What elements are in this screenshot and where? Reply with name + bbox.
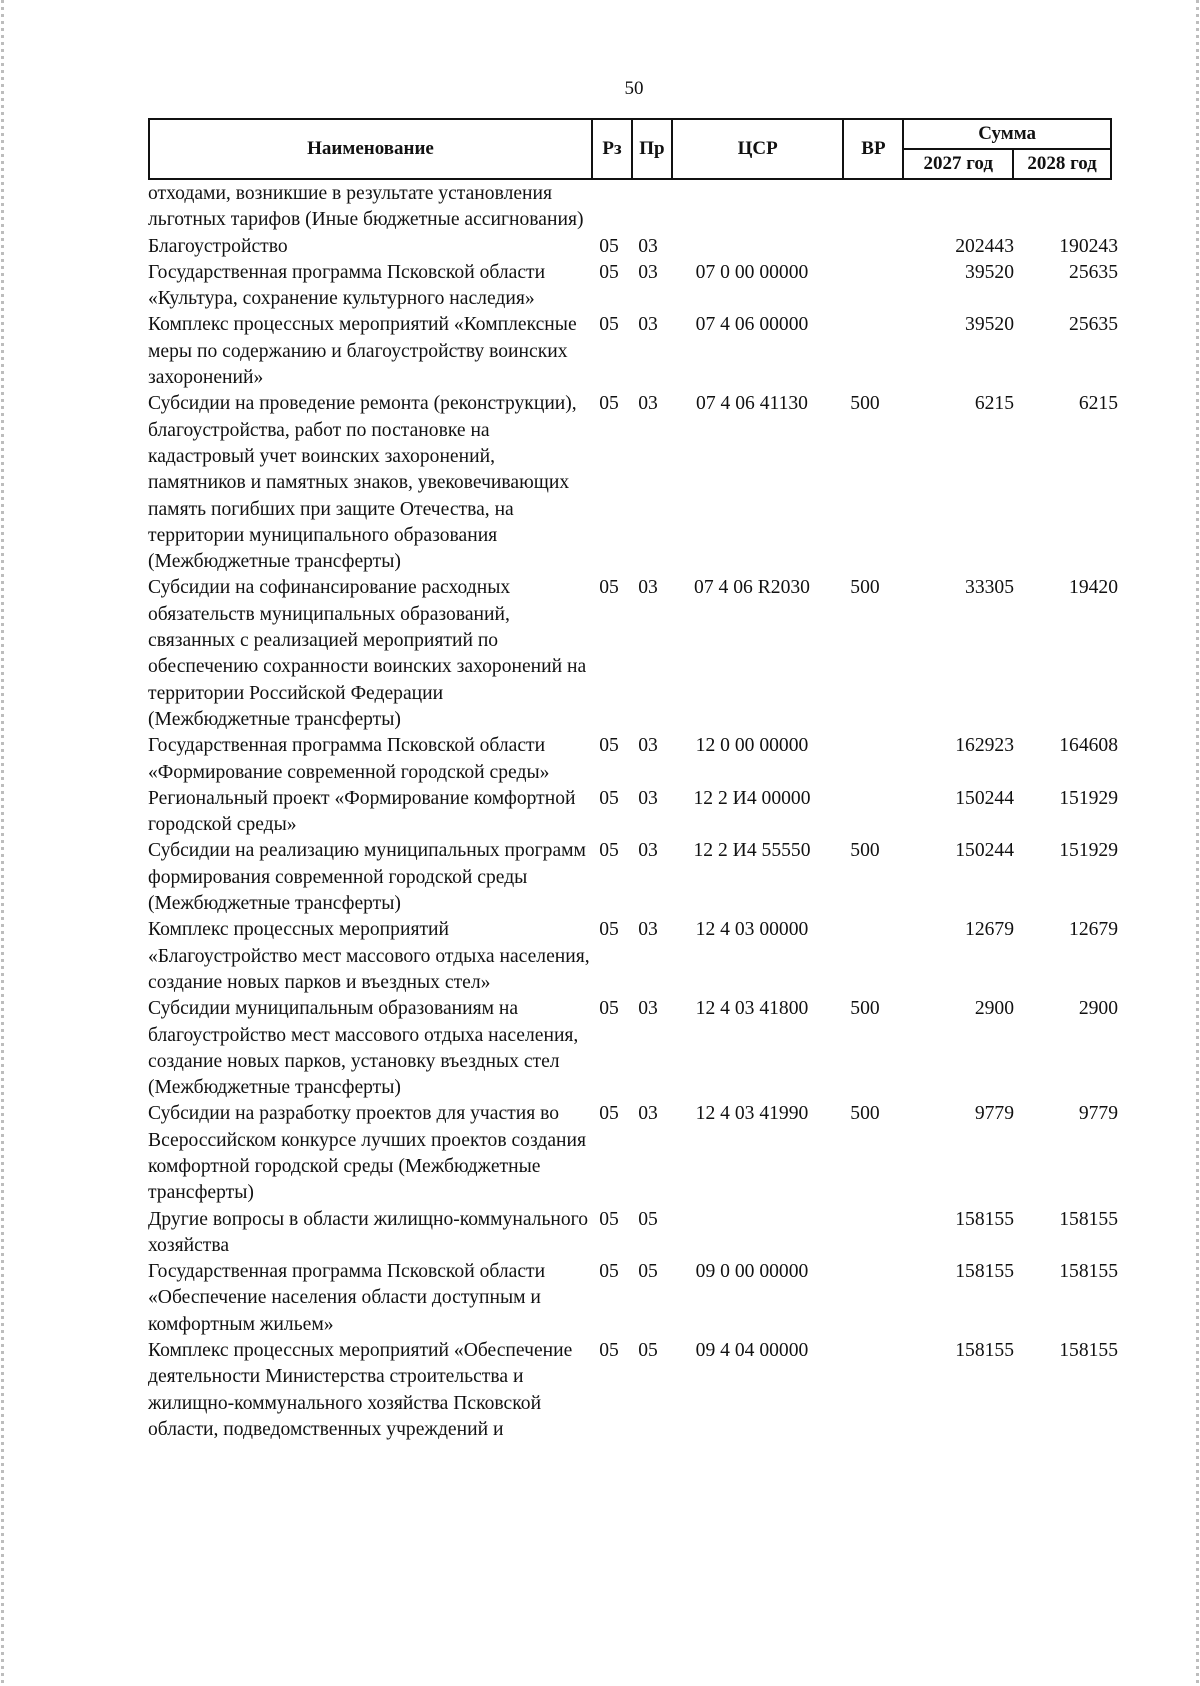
cell-vr [836, 1338, 894, 1443]
cell-name: Государственная программа Псковской области «Культура, сохранение культурного наследия» [148, 261, 546, 310]
cell-rz: 05 [599, 577, 619, 599]
cell-sum-2028: 190243 [1059, 235, 1118, 257]
cell-sum-2028: 158155 [1059, 1208, 1118, 1230]
cell-sum-2028: 12679 [1069, 919, 1118, 941]
cell-sum-2028: 151929 [1059, 840, 1118, 862]
cell-sum-2028 [1014, 181, 1118, 234]
cell-rz: 05 [599, 1261, 619, 1283]
cell-vr: 500 [850, 577, 880, 599]
cell-pr [628, 181, 668, 234]
table-header [148, 118, 1112, 180]
table-row [148, 1259, 1118, 1338]
cell-name: Субсидии на разработку проектов для участия во Всероссийском конкурсе лучших проектов создания комфортной городской среды (Межбюджетные трансферты) [148, 1103, 587, 1204]
page-number: 50 [624, 78, 644, 99]
cell-vr [836, 1259, 894, 1338]
cell-rz: 05 [599, 919, 619, 941]
cell-pr: 03 [638, 787, 658, 809]
cell-vr [836, 786, 894, 839]
cell-sum-2027: 150244 [955, 787, 1014, 809]
cell-csr: 12 2 И4 00000 [693, 787, 811, 809]
table-row [148, 312, 1118, 391]
table-row [148, 838, 1118, 917]
cell-sum-2027: 39520 [965, 261, 1014, 283]
table-row [148, 917, 1118, 996]
cell-rz: 05 [599, 261, 619, 283]
cell-vr [836, 733, 894, 786]
cell-name: отходами, возникшие в результате установления льготных тарифов (Иные бюджетные ассигнования) [148, 183, 584, 231]
header-sum: Сумма [903, 119, 1111, 149]
cell-sum-2027: 158155 [955, 1261, 1014, 1283]
cell-pr: 03 [638, 393, 658, 415]
cell-csr: 12 4 03 41990 [695, 1103, 809, 1125]
cell-name: Государственная программа Псковской области «Обеспечение населения области доступным и комфортным жильем» [148, 1261, 546, 1335]
cell-csr: 07 4 06 00000 [695, 314, 809, 336]
cell-csr: 09 0 00 00000 [695, 1261, 809, 1283]
cell-csr [668, 234, 836, 260]
header-pr: Пр [632, 119, 672, 179]
cell-pr: 03 [638, 314, 658, 336]
table-row [148, 181, 1118, 234]
cell-rz: 05 [599, 1340, 619, 1362]
cell-vr [836, 312, 894, 391]
cell-csr: 12 2 И4 55550 [693, 840, 811, 862]
cell-name: Комплекс процессных мероприятий «Обеспечение деятельности Министерства строительства и жилищно-коммунального хозяйства Псковской области, подведомственных учреждений и [148, 1340, 573, 1440]
cell-csr: 12 4 03 41800 [695, 998, 809, 1020]
cell-pr: 03 [638, 235, 658, 257]
table-body [148, 181, 1118, 1443]
cell-rz: 05 [599, 998, 619, 1020]
cell-sum-2027: 158155 [955, 1340, 1014, 1362]
cell-rz: 05 [599, 314, 619, 336]
table-row [148, 1338, 1118, 1443]
cell-rz: 05 [599, 787, 619, 809]
cell-csr: 07 0 00 00000 [695, 261, 809, 283]
cell-vr [836, 917, 894, 996]
table-row [148, 1207, 1118, 1260]
cell-name: Комплекс процессных мероприятий «Благоустройство мест массового отдыха населения, создание новых парков и въездных стел» [148, 919, 590, 993]
cell-sum-2027: 6215 [974, 393, 1014, 415]
cell-name: Субсидии на реализацию муниципальных программ формирования современной городской среды (Межбюджетные трансферты) [148, 840, 586, 915]
cell-sum-2027 [894, 181, 1014, 234]
cell-sum-2027: 158155 [955, 1208, 1014, 1230]
cell-rz: 05 [599, 1208, 619, 1230]
cell-name: Комплекс процессных мероприятий «Комплексные меры по содержанию и благоустройству воинских захоронений» [148, 314, 577, 389]
cell-pr: 03 [638, 735, 658, 757]
cell-sum-2027: 39520 [965, 314, 1014, 336]
cell-sum-2028: 25635 [1069, 261, 1118, 283]
cell-sum-2027: 12679 [965, 919, 1014, 941]
header-year-1: 2027 год [903, 149, 1013, 179]
cell-pr: 03 [638, 998, 658, 1020]
cell-vr [836, 234, 894, 260]
table-row [148, 391, 1118, 575]
cell-vr: 500 [850, 393, 880, 415]
table-row [148, 786, 1118, 839]
cell-csr: 07 4 06 R2030 [694, 577, 810, 599]
table-row [148, 1101, 1118, 1206]
cell-name: Благоустройство [148, 235, 288, 257]
table-row [148, 234, 1118, 260]
cell-vr: 500 [850, 1103, 880, 1125]
cell-name: Региональный проект «Формирование комфортной городской среды» [148, 787, 576, 836]
cell-rz: 05 [599, 840, 619, 862]
cell-name: Субсидии на софинансирование расходных обязательств муниципальных образований, связанных с реализацией мероприятий по обеспечению сохранности воинских захоронений на территории Российской Федерации (Межбюджетные трансферты) [148, 577, 587, 730]
cell-sum-2028: 2900 [1078, 998, 1118, 1020]
cell-pr: 03 [638, 261, 658, 283]
cell-rz: 05 [599, 735, 619, 757]
cell-csr: 12 4 03 00000 [695, 919, 809, 941]
cell-name: Другие вопросы в области жилищно-коммунального хозяйства [148, 1208, 589, 1256]
cell-sum-2028: 158155 [1059, 1261, 1118, 1283]
cell-name: Субсидии муниципальным образованиям на благоустройство мест массового отдыха населения, создание новых парков, установку въездных стел (Межбюджетные трансферты) [148, 998, 579, 1099]
cell-sum-2028: 19420 [1069, 577, 1118, 599]
cell-rz [590, 181, 628, 234]
cell-sum-2028: 158155 [1059, 1340, 1118, 1362]
cell-csr: 12 0 00 00000 [695, 735, 809, 757]
cell-name: Субсидии на проведение ремонта (реконструкции), благоустройства, работ по постановке на кадастровый учет воинских захоронений, памятников и памятных знаков, увековечивающих память погибших при защите Отечества, на территории муниципального образования (Межбюджетные трансферты) [148, 393, 577, 573]
header-year-2: 2028 год [1013, 149, 1111, 179]
cell-csr [668, 181, 836, 234]
header-rz: Рз [592, 119, 632, 179]
cell-sum-2027: 2900 [974, 998, 1014, 1020]
header-vr: ВР [843, 119, 903, 179]
cell-sum-2027: 9779 [974, 1103, 1014, 1125]
cell-sum-2028: 9779 [1078, 1103, 1118, 1125]
cell-sum-2028: 164608 [1059, 735, 1118, 757]
cell-sum-2027: 150244 [955, 840, 1014, 862]
scan-edge-right [1196, 0, 1199, 1686]
scan-edge-left [1, 0, 4, 1686]
cell-sum-2027: 202443 [955, 235, 1014, 257]
header-csr: ЦСР [672, 119, 844, 179]
cell-sum-2027: 162923 [955, 735, 1014, 757]
cell-rz: 05 [599, 393, 619, 415]
table-row [148, 260, 1118, 313]
table-row [148, 733, 1118, 786]
cell-name: Государственная программа Псковской области «Формирование современной городской среды» [148, 735, 550, 783]
cell-pr: 05 [638, 1208, 658, 1230]
cell-pr: 03 [638, 840, 658, 862]
header-name: Наименование [149, 119, 592, 179]
cell-vr [836, 181, 894, 234]
cell-vr [836, 260, 894, 313]
cell-sum-2028: 6215 [1078, 393, 1118, 415]
cell-rz: 05 [599, 235, 619, 257]
cell-vr [836, 1207, 894, 1260]
cell-pr: 03 [638, 1103, 658, 1125]
cell-csr [668, 1207, 836, 1260]
cell-sum-2027: 33305 [965, 577, 1014, 599]
table-row [148, 996, 1118, 1101]
cell-pr: 03 [638, 577, 658, 599]
cell-csr: 09 4 04 00000 [695, 1340, 809, 1362]
cell-csr: 07 4 06 41130 [696, 393, 808, 415]
table-row [148, 575, 1118, 733]
cell-pr: 05 [638, 1261, 658, 1283]
cell-vr: 500 [850, 840, 880, 862]
cell-pr: 03 [638, 919, 658, 941]
cell-pr: 05 [638, 1340, 658, 1362]
cell-sum-2028: 25635 [1069, 314, 1118, 336]
cell-sum-2028: 151929 [1059, 787, 1118, 809]
cell-vr: 500 [850, 998, 880, 1020]
cell-rz: 05 [599, 1103, 619, 1125]
